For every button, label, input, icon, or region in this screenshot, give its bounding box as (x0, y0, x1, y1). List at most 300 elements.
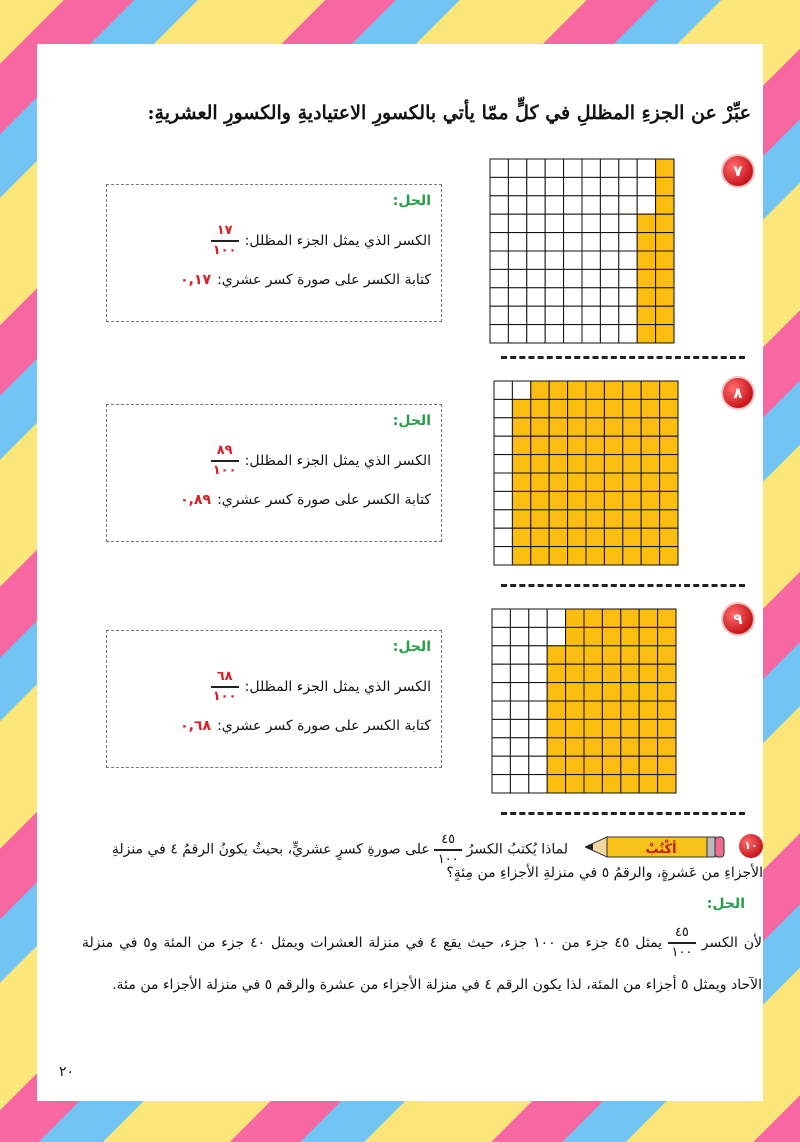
fraction-value (211, 443, 239, 478)
shaded-cell (639, 627, 657, 645)
shaded-cell (547, 664, 565, 682)
shaded-cell (566, 775, 584, 793)
grid-cell (619, 251, 637, 269)
decimal-value: ٠,٦٨ (180, 718, 212, 735)
shaded-cell (584, 627, 602, 645)
shaded-cell (641, 381, 659, 399)
shaded-cell (637, 306, 655, 324)
grid-cell (582, 159, 600, 177)
shaded-cell (658, 738, 676, 756)
answer-fraction: $\frac{٤٥}{١٠٠}$ (668, 925, 696, 960)
shaded-cell (531, 418, 549, 436)
grid-cell (600, 288, 618, 306)
shaded-cell (623, 455, 641, 473)
shaded-cell (637, 214, 655, 232)
shaded-cell (604, 381, 622, 399)
shaded-cell (641, 455, 659, 473)
shaded-cell (637, 288, 655, 306)
grid-cell (545, 288, 563, 306)
shaded-cell (621, 775, 639, 793)
fraction-bar (211, 686, 239, 688)
shaded-cell (531, 547, 549, 565)
decimal-line (117, 492, 431, 508)
grid-cell (510, 775, 528, 793)
shaded-cell (658, 646, 676, 664)
grid-cell (510, 664, 528, 682)
grid-cell (600, 251, 618, 269)
hundred-grid (493, 380, 679, 566)
grid-cell (490, 177, 508, 195)
grid-cell (492, 627, 510, 645)
problem-number-badge: ٧ (721, 154, 755, 188)
grid-cell (564, 214, 582, 232)
grid-cell (600, 325, 618, 343)
shaded-cell (621, 627, 639, 645)
shaded-cell (604, 528, 622, 546)
shaded-cell (586, 528, 604, 546)
grid-cell (492, 664, 510, 682)
shaded-cell (639, 609, 657, 627)
grid-cell (492, 719, 510, 737)
grid-cell (490, 269, 508, 287)
grid-cell (527, 306, 545, 324)
grid-cell (494, 547, 512, 565)
shaded-cell (641, 436, 659, 454)
shaded-cell (621, 701, 639, 719)
grid-cell (564, 306, 582, 324)
shaded-cell (660, 510, 678, 528)
grid-cell (582, 196, 600, 214)
shaded-cell (531, 436, 549, 454)
grid-cell (600, 214, 618, 232)
decimal-line (117, 718, 431, 734)
grid-cell (600, 159, 618, 177)
decimal-value: ٠,١٧ (180, 272, 212, 289)
grid-cell (545, 177, 563, 195)
denominator: ١٠٠ (212, 688, 237, 704)
hundred-grid (491, 608, 677, 794)
fraction-line (117, 669, 431, 704)
shaded-cell (639, 756, 657, 774)
grid-cell (527, 159, 545, 177)
shaded-cell (604, 547, 622, 565)
shaded-cell (566, 664, 584, 682)
shaded-cell (568, 436, 586, 454)
shaded-cell (584, 609, 602, 627)
grid-cell (547, 609, 565, 627)
shaded-cell (512, 473, 530, 491)
shaded-cell (660, 491, 678, 509)
solution-label: الحل: (392, 193, 431, 209)
shaded-cell (660, 436, 678, 454)
shaded-cell (656, 159, 674, 177)
shaded-cell (547, 775, 565, 793)
solution-box (106, 184, 442, 322)
shaded-cell (660, 418, 678, 436)
grid-cell (619, 177, 637, 195)
grid-cell (600, 177, 618, 195)
grid-cell (545, 159, 563, 177)
shaded-cell (623, 381, 641, 399)
shaded-cell (584, 756, 602, 774)
grid-cell (492, 609, 510, 627)
grid-cell (600, 306, 618, 324)
shaded-cell (584, 775, 602, 793)
question-fraction: $\frac{٤٥}{١٠٠}$ (434, 832, 462, 867)
grid-cell (527, 214, 545, 232)
shaded-cell (568, 473, 586, 491)
shaded-cell (639, 683, 657, 701)
shaded-cell (621, 738, 639, 756)
shaded-cell (602, 756, 620, 774)
grid-cell (529, 756, 547, 774)
grid-cell (492, 756, 510, 774)
grid-cell (564, 159, 582, 177)
grid-cell (619, 196, 637, 214)
grid-cell (545, 214, 563, 232)
grid-cell (564, 288, 582, 306)
grid-cell (637, 196, 655, 214)
grid-cell (494, 528, 512, 546)
shaded-cell (602, 701, 620, 719)
grid-cell (545, 269, 563, 287)
grid-cell (564, 196, 582, 214)
shaded-cell (656, 306, 674, 324)
pencil-label: أكْتُبْ (645, 842, 677, 857)
shaded-cell (531, 381, 549, 399)
numerator: ١٧ (216, 223, 233, 238)
shaded-cell (602, 627, 620, 645)
grid-cell (529, 683, 547, 701)
grid-cell (529, 738, 547, 756)
page-number: ٢٠ (59, 1064, 75, 1080)
grid-cell (527, 269, 545, 287)
shaded-cell (512, 436, 530, 454)
shaded-cell (549, 491, 567, 509)
shaded-cell (641, 473, 659, 491)
grid-cell (564, 325, 582, 343)
shaded-cell (549, 473, 567, 491)
shaded-cell (621, 664, 639, 682)
grid-cell (529, 646, 547, 664)
grid-cell (510, 738, 528, 756)
grid-cell (527, 288, 545, 306)
grid-cell (490, 196, 508, 214)
fraction-bar (211, 460, 239, 462)
grid-cell (529, 664, 547, 682)
grid-cell (582, 269, 600, 287)
grid-cell (490, 325, 508, 343)
shaded-cell (621, 683, 639, 701)
shaded-cell (658, 756, 676, 774)
question-text-line2: الأجزاءِ من عَشرةٍ، والرقمُ ٥ في منزلةِ الأجزاءِ من مِئةٍ؟ (446, 865, 763, 881)
shaded-cell (660, 399, 678, 417)
shaded-cell (531, 491, 549, 509)
fraction-value (211, 669, 239, 704)
shaded-cell (531, 528, 549, 546)
shaded-cell (656, 325, 674, 343)
shaded-cell (637, 251, 655, 269)
shaded-cell (641, 418, 659, 436)
shaded-cell (549, 399, 567, 417)
grid-cell (582, 325, 600, 343)
grid-cell (529, 775, 547, 793)
grid-cell (529, 627, 547, 645)
shaded-cell (547, 646, 565, 664)
shaded-cell (602, 646, 620, 664)
grid-cell (508, 288, 526, 306)
numerator: ٦٨ (216, 669, 233, 684)
shaded-cell (658, 609, 676, 627)
grid-cell (494, 455, 512, 473)
grid-cell (545, 251, 563, 269)
decimal-label: كتابة الكسر على صورة كسر عشري: (217, 492, 431, 509)
grid-cell (637, 177, 655, 195)
shaded-cell (623, 418, 641, 436)
shaded-cell (656, 177, 674, 195)
grid-cell (490, 306, 508, 324)
shaded-cell (656, 269, 674, 287)
grid-cell (508, 306, 526, 324)
solution-box (106, 630, 442, 768)
grid-cell (508, 159, 526, 177)
fraction-bar (211, 240, 239, 242)
shaded-cell (568, 399, 586, 417)
grid-cell (494, 491, 512, 509)
worksheet-page (37, 44, 763, 1101)
question-text: لماذا يُكتبُ الكسرُ $\frac{٤٥}{١٠٠}$ على صورةِ كسرٍ عشريٍّ، بحيثُ يكونُ الرقمُ ٤ في منزلةِ (111, 832, 568, 867)
shaded-cell (586, 436, 604, 454)
grid-cell (545, 196, 563, 214)
grid-cell (564, 269, 582, 287)
hundred-grid (489, 158, 675, 344)
grid-cell (619, 214, 637, 232)
decimal-label: كتابة الكسر على صورة كسر عشري: (217, 718, 431, 735)
grid-cell (492, 646, 510, 664)
shaded-cell (549, 418, 567, 436)
shaded-cell (639, 719, 657, 737)
shaded-cell (566, 646, 584, 664)
problem-number-badge: ١٠ (739, 834, 763, 858)
grid-cell (527, 251, 545, 269)
grid-cell (492, 701, 510, 719)
section-separator (501, 812, 745, 815)
shaded-cell (549, 528, 567, 546)
grid-cell (582, 288, 600, 306)
grid-cell (527, 196, 545, 214)
shaded-cell (547, 719, 565, 737)
shaded-cell (604, 436, 622, 454)
problem-number-badge: ٩ (721, 602, 755, 636)
shaded-cell (586, 547, 604, 565)
grid-cell (492, 683, 510, 701)
shaded-cell (656, 214, 674, 232)
shaded-cell (568, 418, 586, 436)
shaded-cell (660, 547, 678, 565)
fraction-label: الكسر الذي يمثل الجزء المظلل: (244, 678, 431, 695)
grid-cell (490, 159, 508, 177)
shaded-cell (621, 609, 639, 627)
shaded-cell (568, 528, 586, 546)
shaded-cell (584, 738, 602, 756)
section-separator (501, 356, 745, 359)
numerator: ٨٩ (216, 443, 233, 458)
solution-box (106, 404, 442, 542)
shaded-cell (658, 719, 676, 737)
grid-cell (545, 233, 563, 251)
grid-cell (619, 233, 637, 251)
shaded-cell (512, 491, 530, 509)
shaded-cell (639, 646, 657, 664)
grid-cell (619, 269, 637, 287)
grid-cell (508, 269, 526, 287)
shaded-cell (623, 547, 641, 565)
grid-cell (490, 288, 508, 306)
shaded-cell (623, 528, 641, 546)
shaded-cell (623, 510, 641, 528)
grid-cell (619, 306, 637, 324)
shaded-cell (639, 738, 657, 756)
fraction-line (117, 223, 431, 258)
grid-cell (494, 436, 512, 454)
shaded-cell (566, 609, 584, 627)
grid-cell (492, 775, 510, 793)
grid-cell (564, 233, 582, 251)
grid-cell (494, 381, 512, 399)
shaded-cell (623, 399, 641, 417)
shaded-cell (566, 738, 584, 756)
decimal-value: ٠,٨٩ (180, 492, 212, 509)
shaded-cell (602, 738, 620, 756)
grid-cell (582, 177, 600, 195)
grid-cell (529, 701, 547, 719)
grid-cell (527, 177, 545, 195)
shaded-cell (584, 701, 602, 719)
shaded-cell (623, 491, 641, 509)
shaded-cell (512, 528, 530, 546)
shaded-cell (656, 233, 674, 251)
shaded-cell (660, 528, 678, 546)
grid-cell (545, 325, 563, 343)
grid-cell (600, 233, 618, 251)
shaded-cell (584, 664, 602, 682)
shaded-cell (549, 547, 567, 565)
shaded-cell (660, 473, 678, 491)
shaded-cell (568, 455, 586, 473)
shaded-cell (568, 491, 586, 509)
grid-cell (527, 325, 545, 343)
shaded-cell (641, 399, 659, 417)
shaded-cell (531, 510, 549, 528)
shaded-cell (549, 455, 567, 473)
grid-cell (510, 609, 528, 627)
shaded-cell (623, 473, 641, 491)
shaded-cell (604, 399, 622, 417)
solution-label: الحل: (392, 639, 431, 655)
problem-number-badge: ٨ (721, 376, 755, 410)
grid-cell (494, 473, 512, 491)
shaded-cell (586, 510, 604, 528)
shaded-cell (658, 664, 676, 682)
shaded-cell (549, 436, 567, 454)
shaded-cell (656, 288, 674, 306)
grid-cell (508, 177, 526, 195)
shaded-cell (512, 418, 530, 436)
shaded-cell (621, 756, 639, 774)
grid-cell (545, 306, 563, 324)
shaded-cell (512, 455, 530, 473)
shaded-cell (531, 473, 549, 491)
shaded-cell (566, 701, 584, 719)
denominator: ١٠٠ (212, 462, 237, 478)
grid-cell (510, 627, 528, 645)
shaded-cell (602, 664, 620, 682)
grid-cell (510, 646, 528, 664)
grid-cell (490, 251, 508, 269)
shaded-cell (547, 756, 565, 774)
page-title: عبِّرْ عن الجزءِ المظللِ في كلٍّ ممّا يأتي بالكسورِ الاعتياديةِ والكسورِ العشريةِ: (147, 102, 751, 124)
shaded-cell (586, 491, 604, 509)
fraction-value (211, 223, 239, 258)
shaded-cell (566, 683, 584, 701)
shaded-cell (637, 325, 655, 343)
grid-cell (490, 214, 508, 232)
shaded-cell (549, 510, 567, 528)
shaded-cell (623, 436, 641, 454)
denominator: ١٠٠ (212, 242, 237, 258)
grid-cell (508, 325, 526, 343)
shaded-cell (602, 683, 620, 701)
shaded-cell (604, 473, 622, 491)
grid-cell (508, 196, 526, 214)
shaded-cell (586, 418, 604, 436)
shaded-cell (641, 510, 659, 528)
shaded-cell (531, 455, 549, 473)
shaded-cell (639, 701, 657, 719)
shaded-cell (641, 491, 659, 509)
shaded-cell (639, 775, 657, 793)
shaded-cell (637, 233, 655, 251)
shaded-cell (660, 455, 678, 473)
shaded-cell (641, 547, 659, 565)
grid-cell (564, 251, 582, 269)
grid-cell (619, 159, 637, 177)
shaded-cell (568, 381, 586, 399)
shaded-cell (512, 510, 530, 528)
grid-cell (527, 233, 545, 251)
grid-cell (490, 233, 508, 251)
grid-cell (494, 418, 512, 436)
grid-cell (510, 683, 528, 701)
fraction-label: الكسر الذي يمثل الجزء المظلل: (244, 452, 431, 469)
shaded-cell (584, 683, 602, 701)
answer-text: لأن الكسر $\frac{٤٥}{١٠٠}$ يمثل ٤٥ جزء من ١٠٠ جزء، حيث يقع ٤ في منزلة العشرات ويمثل ٤٠ جزء من المئة و٥ في منزلة الآحاد ويمثل ٥ أجزاء من المئة، لذا يكون الرقم ٤ في منزلة الأجزاء من عشرة والرقم ٥ في منزلة الأجزاء من مئة. (82, 925, 763, 993)
shaded-cell (547, 701, 565, 719)
shaded-cell (602, 719, 620, 737)
grid-cell (600, 269, 618, 287)
shaded-cell (586, 473, 604, 491)
grid-cell (494, 399, 512, 417)
grid-cell (492, 738, 510, 756)
grid-cell (582, 251, 600, 269)
solution-label: الحل: (392, 413, 431, 429)
grid-cell (547, 627, 565, 645)
shaded-cell (602, 609, 620, 627)
shaded-cell (604, 418, 622, 436)
shaded-cell (641, 528, 659, 546)
grid-cell (619, 325, 637, 343)
grid-cell (582, 306, 600, 324)
